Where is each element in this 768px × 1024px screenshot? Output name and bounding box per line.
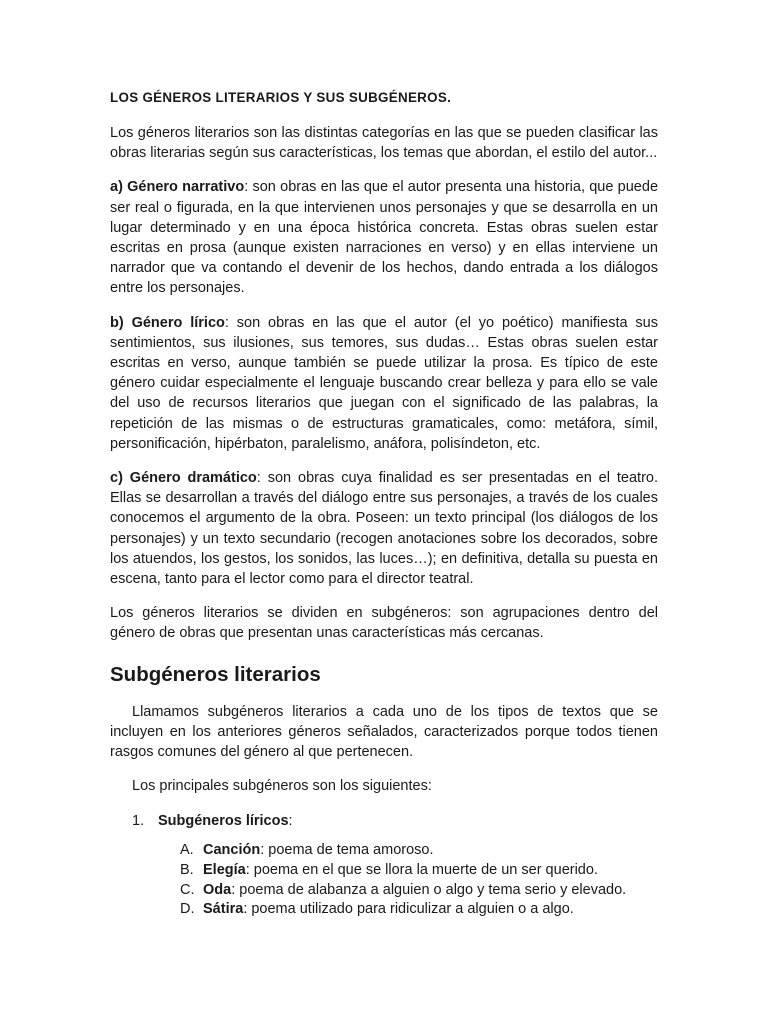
list-item bbox=[180, 900, 658, 920]
numbered-item-lyric bbox=[132, 811, 658, 831]
list-item-letter: A. bbox=[180, 842, 194, 859]
list-item-text: : poema de tema amoroso. bbox=[260, 842, 434, 859]
section-heading: Subgéneros literarios bbox=[110, 662, 321, 686]
list-item-content bbox=[203, 881, 626, 901]
genre-dramatico-paragraph bbox=[110, 468, 658, 589]
list-item-term: Elegía bbox=[203, 862, 246, 879]
list-item bbox=[180, 841, 658, 861]
numbered-item-number: 1. bbox=[132, 813, 145, 830]
genre-narrativo-paragraph bbox=[110, 177, 658, 298]
numbered-item-suffix: : bbox=[288, 813, 293, 830]
genre-narrativo-text: : son obras en las que el autor presenta una historia, que puede ser real o figurada, en la que intervienen unos personajes y que se desarrolla en un lugar determinado y en una época histórica concreta. Estas obras suelen estar escritas en prosa (aunque existen narraciones en verso) y en ellas interviene un narrador que va contando el devenir de los hechos, dando entrada a los diálogos entre los personajes. bbox=[110, 179, 659, 297]
list-item-term: Sátira bbox=[203, 901, 244, 918]
lyric-subgenre-list bbox=[110, 841, 658, 919]
list-item-text: : poema en el que se llora la muerte de un ser querido. bbox=[245, 862, 598, 879]
genre-lirico-paragraph bbox=[110, 313, 658, 454]
genre-lirico-text: : son obras en las que el autor (el yo poético) manifiesta sus sentimientos, sus ilusiones, sus temores, sus dudas… Estas obras suelen estar escritas en verso, aunque también se puede utilizar la prosa. Es típico de este género cuidar especialmente el lenguaje buscando crear belleza y para ello se vale del uso de recursos literarios que juegan con el significado de las palabras, la repetición de las mismas o de estructuras gramaticales, como: metáfora, símil, personificación, hipérbaton, paralelismo, anáfora, polisíndeton, etc. bbox=[110, 314, 658, 452]
list-item-letter: B. bbox=[180, 862, 194, 879]
section-paragraph: Llamamos subgéneros literarios a cada uno de los tipos de textos que se incluyen en los anteriores géneros señalados, caracterizados porque todos tienen rasgos comunes del género al que pertenecen. bbox=[110, 703, 658, 761]
list-item bbox=[180, 861, 658, 881]
list-item-term: Oda bbox=[203, 881, 232, 898]
principales-paragraph: Los principales subgéneros son los siguientes: bbox=[132, 778, 432, 795]
list-item-letter: C. bbox=[180, 881, 195, 898]
genre-dramatico-text: : son obras cuya finalidad es ser presentadas en el teatro. Ellas se desarrollan a través del diálogo entre sus personajes, a través de los cuales conocemos el argumento de la obra. Poseen: un texto principal (los diálogos de los personajes) y un texto secundario (recogen anotaciones sobre los decorados, sobre los atuendos, los gestos, los sonidos, las luces…); en definitiva, detalla su puesta en escena, tanto para el lector como para el director teatral. bbox=[110, 470, 658, 588]
subgenres-intro-paragraph: Los géneros literarios se dividen en subgéneros: son agrupaciones dentro del género de obras que presentan unas características más cercanas. bbox=[110, 605, 658, 642]
list-item bbox=[180, 881, 658, 901]
list-item-letter: D. bbox=[180, 901, 195, 918]
list-item-content bbox=[203, 841, 434, 861]
document-title: LOS GÉNEROS LITERARIOS Y SUS SUBGÉNEROS. bbox=[110, 90, 452, 105]
numbered-item-text bbox=[158, 811, 293, 831]
list-item-text: : poema utilizado para ridiculizar a alguien o a algo. bbox=[243, 901, 574, 918]
genre-narrativo-label: a) Género narrativo bbox=[110, 179, 245, 196]
list-item-text: : poema de alabanza a alguien o algo y tema serio y elevado. bbox=[231, 881, 627, 898]
list-item-content bbox=[203, 861, 598, 881]
numbered-item-label: Subgéneros líricos bbox=[158, 813, 289, 830]
genre-lirico-label: b) Género lírico bbox=[110, 314, 225, 331]
list-item-term: Canción bbox=[203, 842, 261, 859]
intro-paragraph: Los géneros literarios son las distintas categorías en las que se pueden clasificar las obras literarias según sus características, los temas que abordan, el estilo del autor... bbox=[110, 125, 658, 162]
list-item-content bbox=[203, 900, 574, 920]
document-page bbox=[110, 88, 658, 920]
genre-dramatico-label: c) Género dramático bbox=[110, 470, 257, 487]
